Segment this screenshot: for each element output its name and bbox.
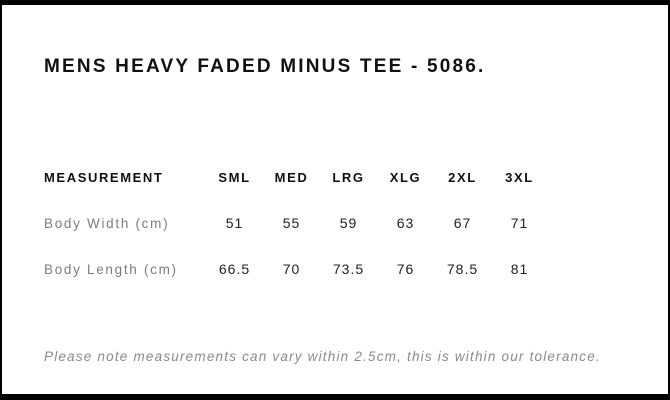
- body-width-med-value: 55: [282, 215, 301, 231]
- table-header-row: [44, 154, 548, 200]
- body-width-3xl-value: 71: [510, 215, 529, 231]
- column-header-xlg: XLG: [389, 169, 422, 185]
- column-header-2xl: 2XL: [448, 169, 477, 185]
- body-width-sml-value: 51: [225, 215, 244, 231]
- body-length-3xl-value: 81: [510, 261, 529, 277]
- column-header-lrg: LRG: [332, 169, 365, 185]
- body-length-med-value: 70: [282, 261, 301, 277]
- row-label-body-width: Body Width (cm): [44, 215, 170, 231]
- body-length-xlg-value: 76: [396, 261, 415, 277]
- body-width-2xl-value: 67: [453, 215, 472, 231]
- row-label-body-length: Body Length (cm): [44, 261, 178, 277]
- column-header-3xl: 3XL: [505, 169, 534, 185]
- body-length-lrg-value: 73.5: [332, 261, 365, 277]
- body-length-2xl-value: 78.5: [446, 261, 479, 277]
- column-header-measurement: MEASUREMENT: [44, 169, 164, 185]
- body-length-sml-value: 66.5: [218, 261, 251, 277]
- table-row-body-width: [44, 200, 548, 246]
- column-header-sml: SML: [218, 169, 251, 185]
- tolerance-note: Please note measurements can vary within 2.5cm, this is within our tolerance.: [44, 349, 601, 364]
- column-header-med: MED: [274, 169, 309, 185]
- table-row-body-length: [44, 246, 548, 292]
- body-width-xlg-value: 63: [396, 215, 415, 231]
- body-width-lrg-value: 59: [339, 215, 358, 231]
- size-chart-table: [44, 154, 548, 292]
- page-title: MENS HEAVY FADED MINUS TEE - 5086.: [44, 56, 486, 77]
